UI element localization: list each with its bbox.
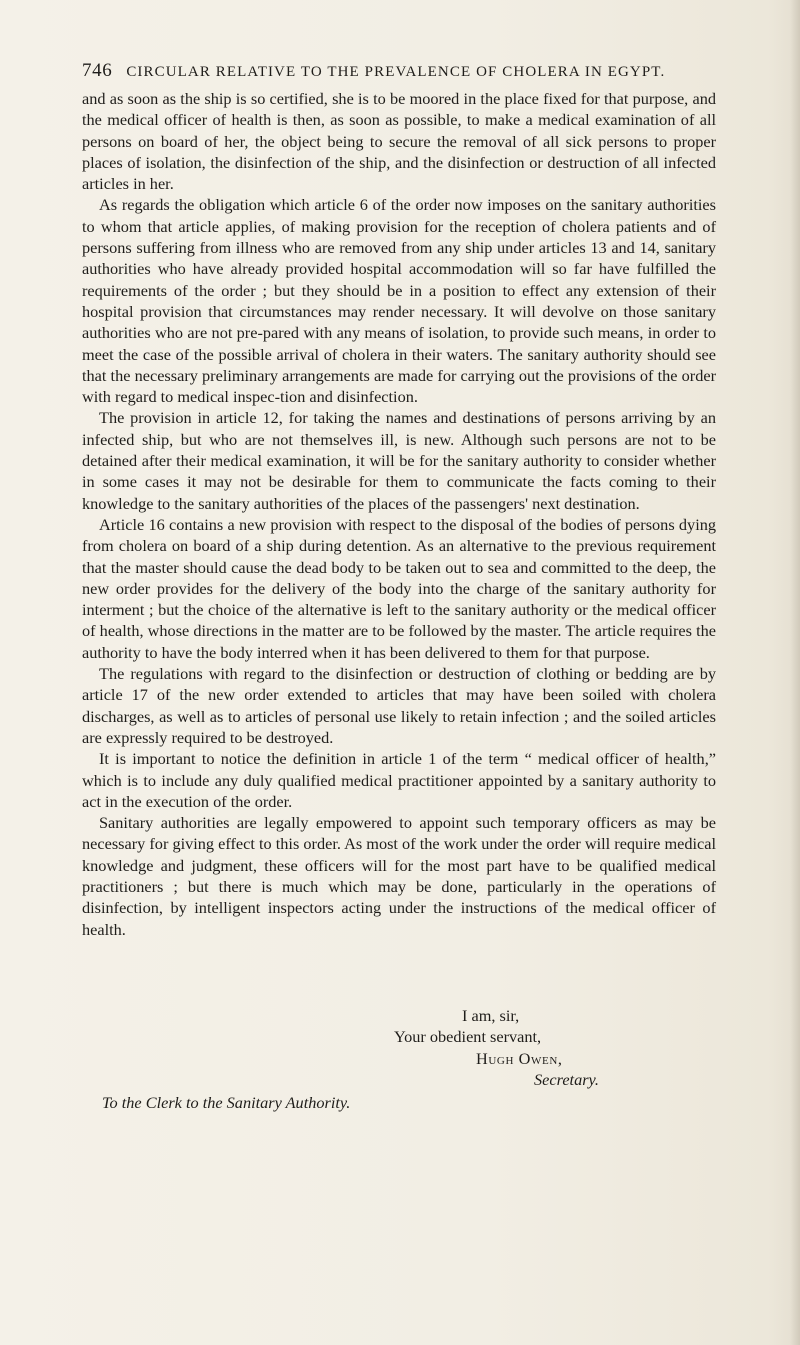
paragraph: The provision in article 12, for taking the names and destinations of persons arriving by an infected ship, but who are not themselves ill, is new. Although such persons are not to be detained after their medical examination, it will be for the sanitary authority to consider whether in some cases it may not be desirable for them to communicate the facts coming to their knowledge to the sanitary authorities of the places of the passengers' next destination. <box>82 408 716 513</box>
paragraph: Sanitary authorities are legally empowered to appoint such temporary officers as may be necessary for giving effect to this order. As most of the work under the order will require medical knowledge and judgment, these officers will for the most part have to be qualified medical practitioners ; but there is much which may be done, particularly in the operations of disinfection, by intelligent inspectors acting under the instructions of the medical officer of health. <box>82 813 716 939</box>
paragraph: The regulations with regard to the disinfection or destruction of clothing or bedding are by article 17 of the new order extended to articles that may have been soiled with cholera discharges, as well as to articles of personal use likely to retain infection ; and the soiled articles are expressly required to be destroyed. <box>82 664 716 747</box>
letter-closing <box>82 1005 716 1090</box>
running-title: CIRCULAR RELATIVE TO THE PREVALENCE OF CHOLERA IN EGYPT. <box>126 64 666 80</box>
signatory-name: Hugh Owen, <box>476 1048 563 1068</box>
paragraph: As regards the obligation which article 6 of the order now imposes on the sanitary authorities to whom that article applies, of making provision for the reception of cholera patients and of persons suffering from illness who are removed from any ship under articles 13 and 14, sanitary authorities who have already provided hospital accommodation will so far have fulfilled the requirements of the order ; but they should be in a position to effect any extension of their hospital provision that circumstances may render necessary. It will devolve on those sanitary authorities who are not pre-pared with any means of isolation, to provide such means, in order to meet the case of the possible arrival of cholera in their waters. The sanitary authority should see that the necessary preliminary arrangements are made for carrying out the provisions of the order with regard to medical inspec-tion and disinfection. <box>82 195 716 407</box>
salutation: I am, sir, <box>462 1006 520 1025</box>
page-number: 746 <box>82 60 113 81</box>
addressee: To the Clerk to the Sanitary Authority. <box>102 1093 351 1112</box>
page-header <box>82 60 722 82</box>
valediction: Your obedient servant, <box>394 1027 542 1047</box>
signatory-title: Secretary. <box>534 1069 599 1089</box>
paragraph: It is important to notice the definition in article 1 of the term “ medical officer of health,” which is to include any duly qualified medical practitioner appointed by a sanitary authority to act in the execution of the order. <box>82 749 716 811</box>
paragraph: and as soon as the ship is so certified, she is to be moored in the place fixed for that purpose, and the medical officer of health is then, as soon as possible, to make a medical examination of all persons on board of her, the object being to secure the removal of all sick persons to proper places of isolation, the disinfection of the ship, and the disinfection or destruction of all infected articles in her. <box>82 89 716 194</box>
letter-body <box>82 88 716 940</box>
page-edge-shadow <box>790 0 800 1345</box>
paragraph: Article 16 contains a new provision with respect to the disposal of the bodies of persons dying from cholera on board of a ship during detention. As an alternative to the previous requirement that the master should cause the dead body to be taken out to sea and committed to the deep, the new order provides for the delivery of the body into the charge of the sanitary authority for interment ; but the choice of the alternative is left to the sanitary authority or the medical officer of health, whose directions in the matter are to be followed by the master. The article requires the authority to have the body interred when it has been delivered to them for that purpose. <box>82 514 716 662</box>
